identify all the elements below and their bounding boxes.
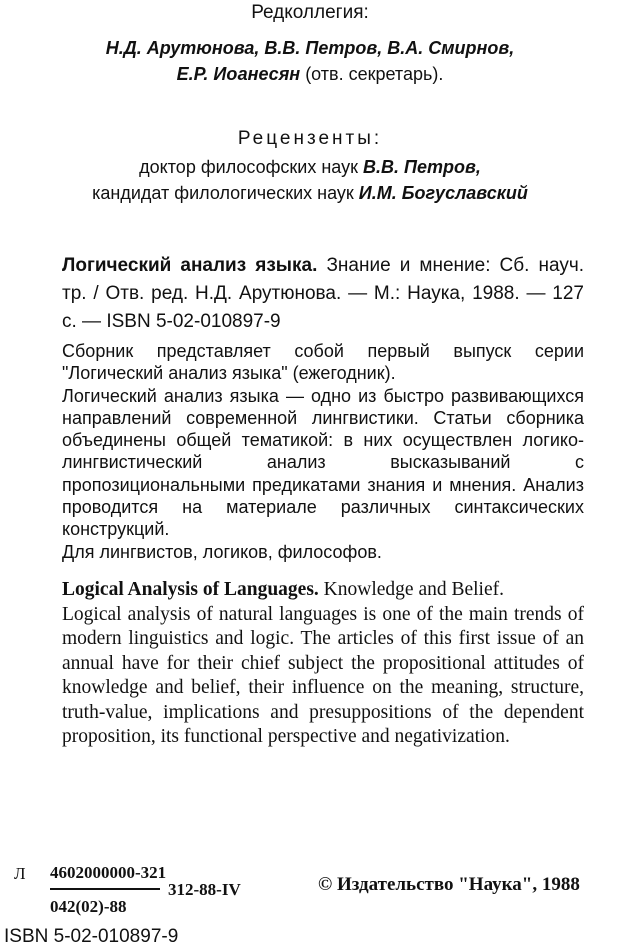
editorial-board-heading: Редколлегия: xyxy=(251,2,369,23)
reviewers-heading: Рецензенты: xyxy=(237,128,383,149)
reviewer-1-name: В.В. Петров, xyxy=(363,157,481,177)
reviewer-2-degree: кандидат филологических наук xyxy=(92,183,354,203)
index-letter: Л xyxy=(14,864,26,883)
russian-annotation xyxy=(62,340,584,563)
bibliographic-title: Логический анализ языка. xyxy=(62,255,318,276)
reviewer-2 xyxy=(0,183,620,204)
bibliographic-record xyxy=(62,252,584,336)
english-subtitle: Knowledge and Belief. xyxy=(323,579,504,600)
copyright-notice: © Издательство "Наука", 1988 xyxy=(318,874,580,895)
bibliographic-details: Знание и мнение: Сб. науч. тр. / Отв. ред. Н.Д. Арутюнова. — М.: Наука, 1988. — 127 с. — ISBN 5-02-010897-9 xyxy=(62,255,585,332)
reviewer-2-name: И.М. Богуславский xyxy=(358,183,528,203)
english-title: Logical Analysis of Languages. xyxy=(62,579,319,600)
russian-annotation-p3: Для лингвистов, логиков, философов. xyxy=(62,541,382,562)
editorial-board-members: Н.Д. Арутюнова, В.В. Петров, В.А. Смирнов, xyxy=(105,38,515,58)
secretary-role: (отв. секретарь). xyxy=(305,64,444,84)
reviewer-1 xyxy=(0,157,620,178)
russian-annotation-p1: Сборник представляет собой первый выпуск серии "Логический анализ языка" (ежегодник). xyxy=(62,341,584,384)
index-numerator: 4602000000-321 xyxy=(50,863,167,882)
isbn: ISBN 5-02-010897-9 xyxy=(4,926,179,947)
reviewer-1-degree: доктор философских наук xyxy=(139,157,358,177)
english-annotation-body: Logical analysis of natural languages is one of the main trends of modern linguistics and logic. The articles of this first issue of an annual have for their chief subject the propositional attitudes of knowledge and belief, their influence on the meaning, structure, truth-value, implications and presuppositions of the dependent proposition, its functional perspective and negativization. xyxy=(62,603,584,747)
english-annotation xyxy=(62,578,584,750)
secretary-name: Е.Р. Иоанесян xyxy=(176,64,301,84)
index-fraction-line xyxy=(50,888,160,890)
index-code: 312-88-IV xyxy=(168,880,241,899)
editorial-board-secretary xyxy=(0,64,620,85)
russian-annotation-p2: Логический анализ языка — одно из быстро развивающихся направлений современной лингвистики. Статьи сборника объединены общей тематикой: в них осуществлен логико-лингвистический анализ высказываний с пропозициональными предикатами знания и мнения. Анализ проводится на материале различных синтаксических конструкций. xyxy=(62,385,584,540)
index-denominator: 042(02)-88 xyxy=(50,897,127,916)
